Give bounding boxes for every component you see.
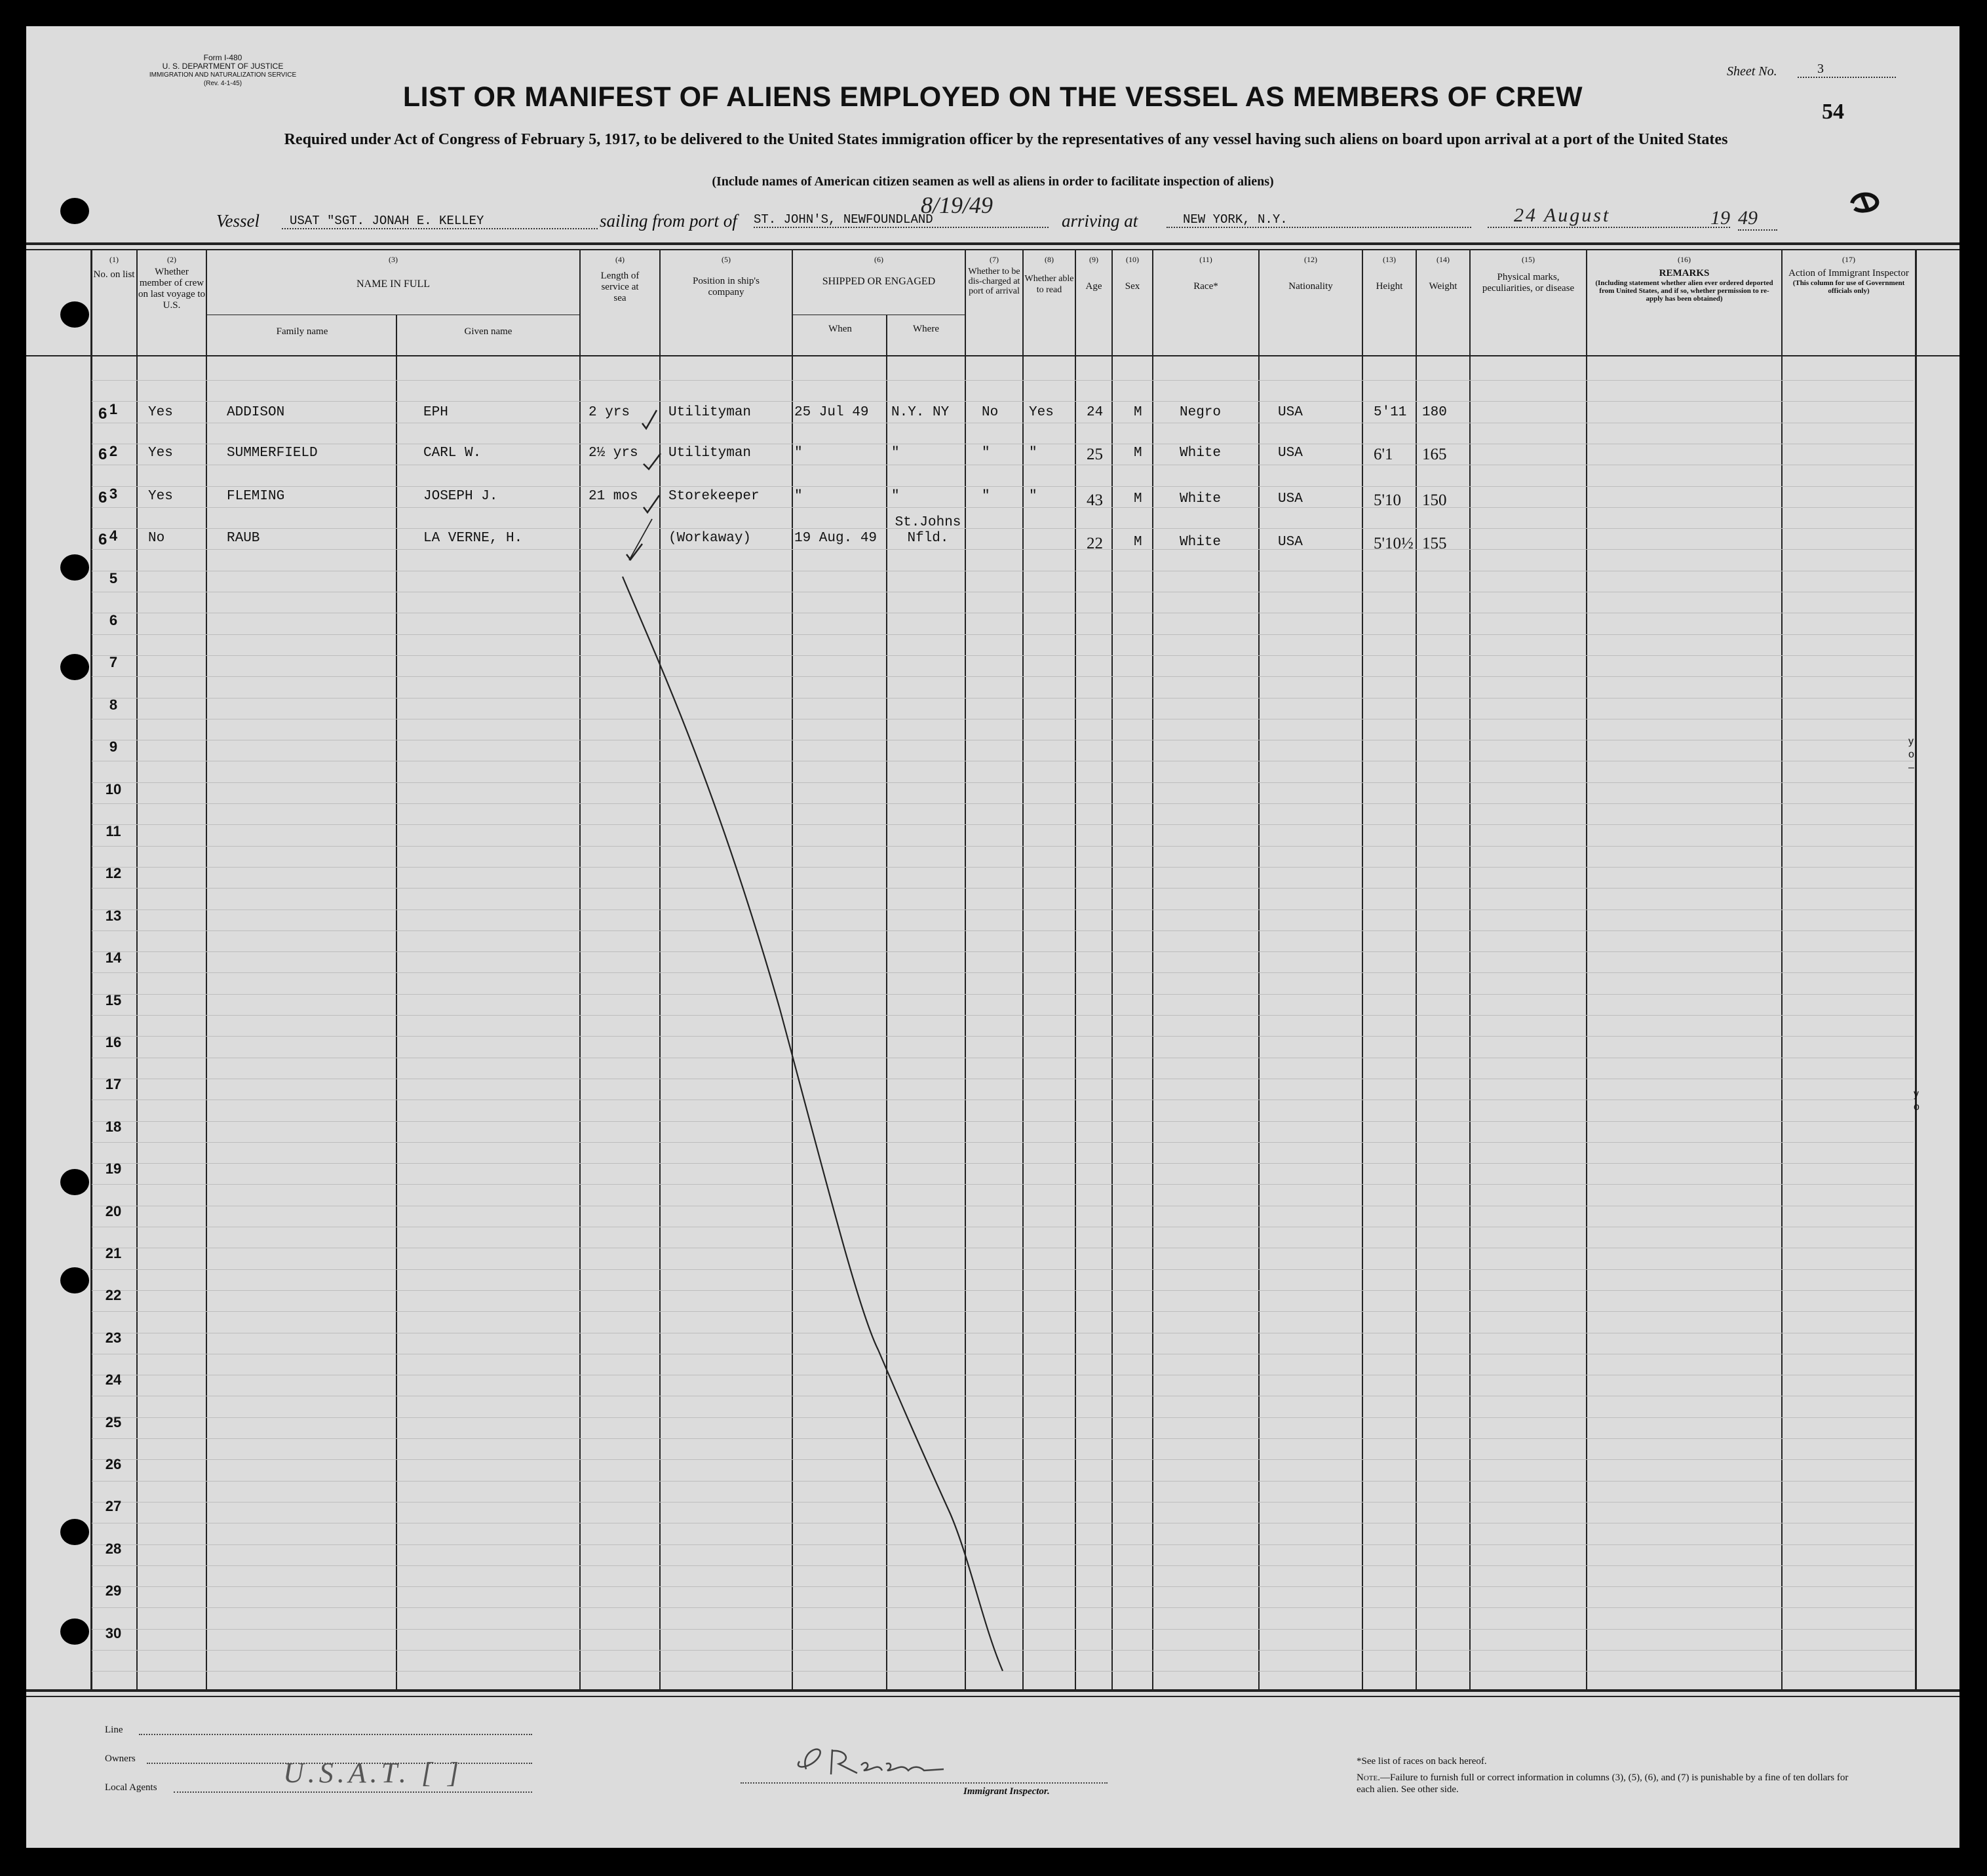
col15-label: Physical marks, peculiarities, or disease [1482,272,1575,294]
row-number: 2 [109,443,118,460]
agents-field [174,1791,532,1793]
where-header: Where [913,324,939,334]
manifest-sheet [26,26,1959,1848]
weight-cell: 150 [1422,491,1447,509]
col17-label: Action of Immigrant Inspector [1788,268,1909,278]
age-cell: 22 [1087,535,1103,552]
race-note: *See list of races on back hereof. [1357,1756,1487,1767]
col6-label: SHIPPED OR ENGAGED [822,276,936,287]
row-number: 20 [105,1202,122,1219]
row-number: 25 [105,1413,122,1430]
col12-num: (12) [1304,255,1317,264]
sex-cell: M [1134,446,1142,461]
arriving-value: NEW YORK, N.Y. [1167,212,1471,228]
sex-cell: M [1134,535,1142,550]
family-name-cell: ADDISON [227,405,285,420]
discharged-cell: " [982,489,990,504]
col9-num: (9) [1089,255,1098,264]
crew-last-voyage-cell: Yes [148,489,173,504]
col15-num: (15) [1522,255,1535,264]
weight-cell: 155 [1422,535,1447,552]
sex-cell: M [1134,405,1142,420]
note-text: —Failure to furnish full or correct information in columns (3), (5), (6), and (7) is punishable by a fine of ten dollars for each alien. See other side. [1357,1772,1849,1795]
col8-label: Whether able to read [1024,274,1074,295]
form-number: Form I-480 [203,53,242,62]
col16-label: REMARKS [1659,268,1710,278]
manifest-subtitle: Required under Act of Congress of February 5, 1917, to be delivered to the United States immigration officer by the representatives of any vessel having such aliens on board upon arrival at a port of the United States [284,131,1728,148]
col13-label: Height [1376,281,1403,292]
col11-num: (11) [1199,255,1212,264]
height-cell: 5'11 [1374,405,1407,420]
able-to-read-cell: " [1029,489,1037,504]
nationality-cell: USA [1278,491,1303,507]
row-number: 5 [109,569,118,586]
row-number: 23 [105,1329,122,1346]
row-number: 26 [105,1456,122,1472]
manifest-note: (Include names of American citizen seamen as well as aliens in order to facilitate inspection of aliens) [712,174,1274,189]
able-to-read-cell: Yes [1029,405,1054,420]
nationality-cell: USA [1278,405,1303,420]
position-cell: Utilityman [668,405,752,420]
given-name-header: Given name [464,326,512,337]
row-number: 10 [105,780,122,797]
row-prefix-mark: 6 [98,489,107,507]
col5-label: Position in ship's company [693,276,760,297]
agents-label: Local Agents [105,1782,157,1793]
agents-handwritten: U.S.A.T. [ ] [283,1757,463,1789]
sailing-label: sailing from port of [600,211,737,231]
able-to-read-cell: " [1029,446,1037,461]
given-name-cell: EPH [423,405,448,420]
family-name-header: Family name [276,326,328,337]
form-rev: (Rev. 4-1-45) [203,80,242,87]
row-number: 16 [105,1034,122,1050]
row-number: 17 [105,1076,122,1093]
col3-label: NAME IN FULL [357,278,430,290]
check-mark-icon [644,453,661,469]
col17-sub: (This column for use of Government officials only) [1792,279,1905,295]
sex-cell: M [1134,491,1142,507]
col8-num: (8) [1045,255,1054,264]
row-number: 28 [105,1540,122,1557]
nationality-cell: USA [1278,535,1303,550]
year-value: 49 [1738,207,1777,231]
weight-cell: 180 [1422,405,1447,420]
col1-label: No. on list [93,269,135,280]
row-number: 21 [105,1245,122,1261]
height-cell: 5'10 [1374,491,1402,509]
col7-num: (7) [990,255,999,264]
row-number: 19 [105,1160,122,1177]
family-name-cell: RAUB [227,531,260,546]
row-number: 4 [109,527,118,545]
race-cell: White [1180,535,1222,550]
line-field [139,1734,532,1735]
age-cell: 24 [1087,405,1104,420]
family-name-cell: FLEMING [227,489,285,504]
shipped-where-cell: N.Y. NY [891,405,950,420]
shipped-when-cell: 19 Aug. 49 [794,531,878,546]
col10-num: (10) [1126,255,1139,264]
row-number: 1 [109,401,118,417]
col4-label: Length of service at sea [600,271,640,303]
arriving-label: arriving at [1062,211,1138,231]
height-cell: 5'10½ [1374,535,1414,552]
col2-label: Whether member of crew on last voyage to U.S. [138,267,206,311]
shipped-when-cell: 25 Jul 49 [794,405,869,420]
age-cell: 43 [1087,491,1103,509]
vessel-value: USAT "SGT. JONAH E. KELLEY [282,214,598,229]
row-prefix-mark: 6 [98,531,107,548]
form-service: IMMIGRATION AND NATURALIZATION SERVICE [149,71,297,79]
row-number: 24 [105,1371,122,1388]
col14-num: (14) [1437,255,1450,264]
col13-num: (13) [1383,255,1396,264]
crew-last-voyage-cell: Yes [148,405,173,420]
col3-num: (3) [389,255,398,264]
row-number: 7 [109,654,118,671]
shipped-when-cell: " [794,446,803,461]
check-mark-icon [644,495,659,512]
row-number: 14 [105,949,122,967]
pencil-annotations [26,26,1959,1848]
row-number: 22 [105,1287,122,1304]
check-mark-icon [642,410,657,429]
col17-num: (17) [1842,255,1855,264]
margin-mark: y o – [1908,736,1914,773]
col14-label: Weight [1429,281,1457,292]
col16-sub: (Including statement whether alien ever ordered deported from United States, and if so, whether permission to re-apply has been obtained) [1595,279,1773,303]
given-name-cell: JOSEPH J. [423,489,498,504]
position-cell: Storekeeper [668,489,760,504]
note-label: Note. [1357,1772,1380,1783]
year-prefix: 19 [1710,207,1730,229]
inspector-line [741,1782,1108,1784]
service-length-cell: 2 yrs [588,405,630,420]
row-number: 11 [106,823,121,839]
sheet-no-label: Sheet No. [1727,64,1777,79]
row-number: 13 [105,907,122,924]
row-number: 9 [109,738,118,756]
row-prefix-mark: 6 [98,446,107,463]
col1-num: (1) [109,255,119,264]
row-number: 30 [105,1624,122,1641]
col16-num: (16) [1678,255,1691,264]
manifest-title: LIST OR MANIFEST OF ALIENS EMPLOYED ON THE VESSEL AS MEMBERS OF CREW [402,81,1583,113]
weight-cell: 165 [1422,446,1447,463]
inspector-signature [780,1730,976,1789]
owners-label: Owners [105,1753,136,1764]
col6-num: (6) [874,255,883,264]
col9-label: Age [1085,281,1102,292]
service-length-cell: 21 mos [588,489,638,504]
vessel-label: Vessel [216,211,260,231]
given-name-cell: LA VERNE, H. [423,531,523,546]
fine-note [1357,1772,1868,1795]
shipped-where-cell: St.Johns Nfld. [895,515,961,546]
col7-label: Whether to be dis-charged at port of arrival [968,267,1020,296]
sheet-no-value: 3 [1798,62,1896,78]
position-cell: (Workaway) [668,531,752,546]
form-dept: U. S. DEPARTMENT OF JUSTICE [162,62,284,71]
given-name-cell: CARL W. [423,446,482,461]
row-number: 27 [105,1498,122,1515]
crew-last-voyage-cell: Yes [148,446,173,461]
crew-last-voyage-cell: No [148,531,165,546]
row-number: 6 [109,612,118,628]
col12-label: Nationality [1288,281,1333,292]
race-cell: Negro [1180,405,1222,420]
row-prefix-mark: 6 [98,405,107,423]
col2-num: (2) [167,255,176,264]
col5-num: (5) [722,255,731,264]
margin-mark: y o [1914,1088,1919,1113]
row-number: 3 [109,485,118,502]
age-cell: 25 [1087,446,1103,463]
col11-label: Race* [1193,281,1218,292]
row-number: 8 [109,696,118,713]
row-number: 29 [105,1582,122,1599]
family-name-cell: SUMMERFIELD [227,446,318,461]
race-cell: White [1180,446,1222,461]
sailing-value: ST. JOHN'S, NEWFOUNDLAND [754,212,1049,228]
page-number: 54 [1822,100,1844,124]
shipped-where-cell: " [891,489,900,504]
col10-label: Sex [1125,281,1140,292]
height-cell: 6'1 [1374,446,1393,463]
shipped-when-cell: " [794,489,803,504]
row-number: 15 [105,991,122,1008]
when-header: When [828,324,852,334]
row-number: 12 [105,865,122,882]
service-length-cell: 2½ yrs [588,446,638,461]
position-cell: Utilityman [668,446,752,461]
nationality-cell: USA [1278,446,1303,461]
inspector-label: Immigrant Inspector. [963,1786,1050,1797]
row-number: 18 [105,1118,122,1135]
line-label: Line [105,1725,123,1735]
col4-num: (4) [615,255,625,264]
arrival-date: 24 August [1488,204,1730,228]
discharged-cell: " [982,446,990,461]
handwritten-date: 8/19/49 [921,192,994,218]
discharged-cell: No [982,405,999,420]
race-cell: White [1180,491,1222,507]
shipped-where-cell: " [891,446,900,461]
